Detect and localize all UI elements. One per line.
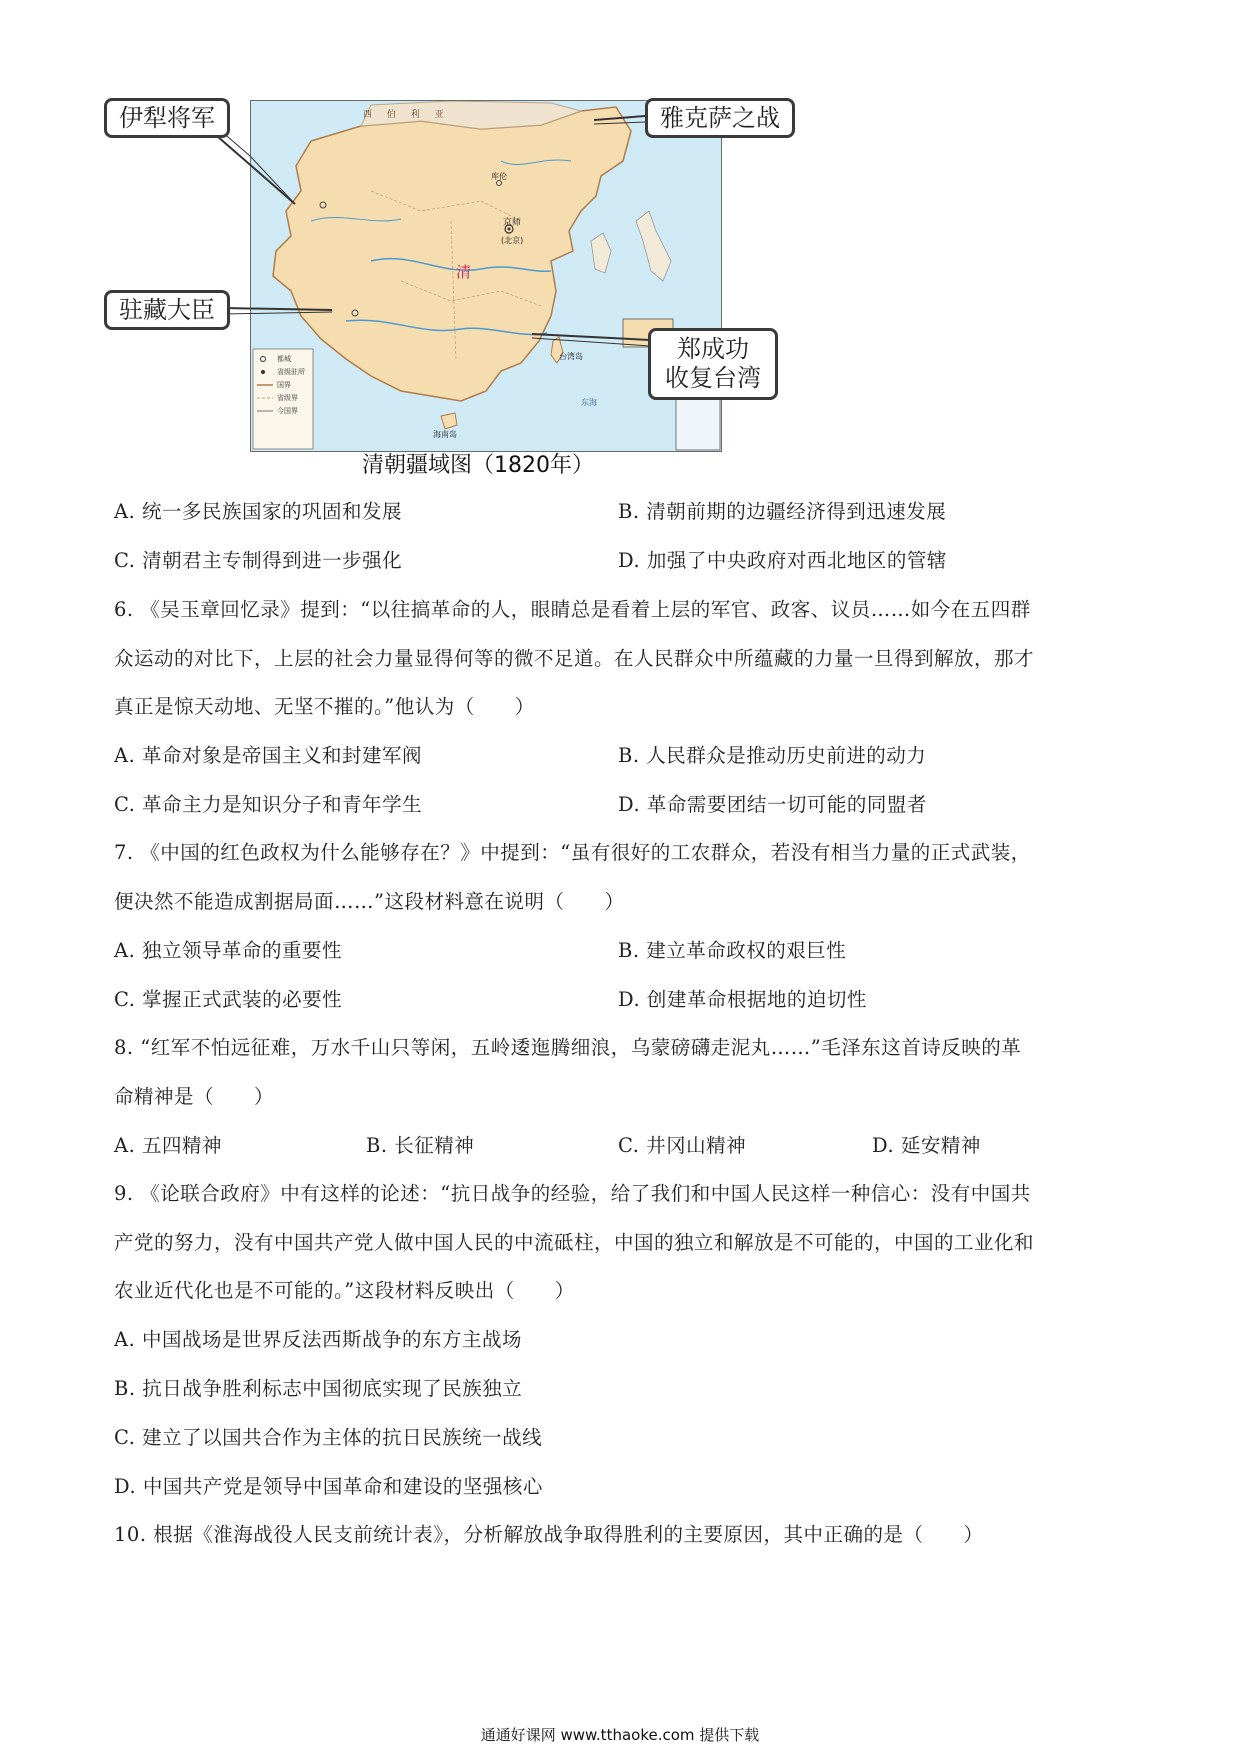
q9-stem-line-2: 产党的努力，没有中国共产党人做中国人民的中流砥柱，中国的独立和解放是不可能的，中国的工业化和 [114,1231,1035,1254]
q7-stem-line-2: 便决然不能造成割据局面……”这段材料意在说明（ ） [114,890,625,913]
q8-option-b: B. 长征精神 [366,1134,475,1157]
map-caption: 清朝疆域图（1820年） [362,453,594,478]
q6-stem-line-2: 众运动的对比下，上层的社会力量显得何等的微不足道。在人民群众中所蕴藏的力量一旦得到解放，那才 [114,647,1035,670]
map-label-jingshi: 京师 [503,218,522,228]
q6-stem-line-1: 6. 《吴玉章回忆录》提到：“以往搞革命的人，眼睛总是看着上层的军官、政客、议员……如今在五四群 [114,598,1031,621]
map-label-hainan: 海南岛 [433,430,457,439]
map-label-donghai: 东海 [581,398,597,407]
map-label-beijing: (北京) [501,236,524,245]
callout-zheng-line1: 郑成功 [677,335,749,363]
q9-option-d: D. 中国共产党是领导中国革命和建设的坚强核心 [114,1475,543,1498]
q6-stem-line-3: 真正是惊天动地、无坚不摧的。”他认为（ ） [114,695,535,718]
callout-zheng-chenggong [648,328,778,400]
qing-territory-map-figure [100,96,880,496]
legend-item: 省级界 [277,394,298,402]
q8-stem-line-1: 8. “红军不怕远征难，万水千山只等闲，五岭逶迤腾细浪，乌蒙磅礴走泥丸……”毛泽东这首诗反映的革 [114,1036,1022,1059]
q7-stem-line-1: 7. 《中国的红色政权为什么能够存在？》中提到：“虽有很好的工农群众，若没有相当力量的正式武装， [114,841,1031,864]
map-label-siberia: 西 伯 利 亚 [363,110,450,120]
q5-option-b: B. 清朝前期的边疆经济得到迅速发展 [618,500,947,523]
legend-item: 都城 [277,355,291,363]
q6-option-b: B. 人民群众是推动历史前进的动力 [618,744,927,767]
q5-option-c: C. 清朝君主专制得到进一步强化 [114,549,403,572]
q7-option-a: A. 独立领导革命的重要性 [114,939,342,962]
legend-item: 国界 [277,381,291,389]
callout-yili-general: 伊犁将军 [104,98,230,138]
map-label-qing: 清 [456,263,472,281]
callout-yakesa-battle: 雅克萨之战 [645,98,795,138]
q7-option-b: B. 建立革命政权的艰巨性 [618,939,847,962]
legend-item: 今国界 [277,407,298,415]
q5-option-d: D. 加强了中央政府对西北地区的管辖 [618,549,947,572]
q7-option-d: D. 创建革命根据地的迫切性 [618,988,867,1011]
q10-stem-line-1: 10. 根据《淮海战役人民支前统计表》，分析解放战争取得胜利的主要原因，其中正确的是（ ） [114,1523,984,1546]
q9-stem-line-1: 9. 《论联合政府》中有这样的论述：“抗日战争的经验，给了我们和中国人民这样一种信心：没有中国共 [114,1182,1031,1205]
q6-option-c: C. 革命主力是知识分子和青年学生 [114,793,423,816]
q7-option-c: C. 掌握正式武装的必要性 [114,988,343,1011]
page-footer: 通通好课网 www.tthaoke.com 提供下载 [480,1726,760,1744]
q6-option-a: A. 革命对象是帝国主义和封建军阀 [114,744,422,767]
q8-option-d: D. 延安精神 [872,1134,981,1157]
map-label-taiwan: 台湾岛 [559,352,583,361]
q8-option-a: A. 五四精神 [114,1134,222,1157]
q9-option-b: B. 抗日战争胜利标志中国彻底实现了民族独立 [114,1377,523,1400]
callout-zheng-line2: 收复台湾 [665,363,761,392]
q9-stem-line-3: 农业近代化也是不可能的。”这段材料反映出（ ） [114,1279,575,1302]
q8-option-c: C. 井冈山精神 [618,1134,747,1157]
q8-stem-line-2: 命精神是（ ） [114,1085,275,1108]
q9-option-c: C. 建立了以国共合作为主体的抗日民族统一战线 [114,1426,543,1449]
q5-option-a: A. 统一多民族国家的巩固和发展 [114,500,402,523]
callout-tibet-minister: 驻藏大臣 [104,290,230,330]
q6-option-d: D. 革命需要团结一切可能的同盟者 [618,793,927,816]
q9-option-a: A. 中国战场是世界反法西斯战争的东方主战场 [114,1328,522,1351]
legend-item: 省级驻所 [277,368,305,376]
map-label-kulun: 库伦 [491,172,507,181]
